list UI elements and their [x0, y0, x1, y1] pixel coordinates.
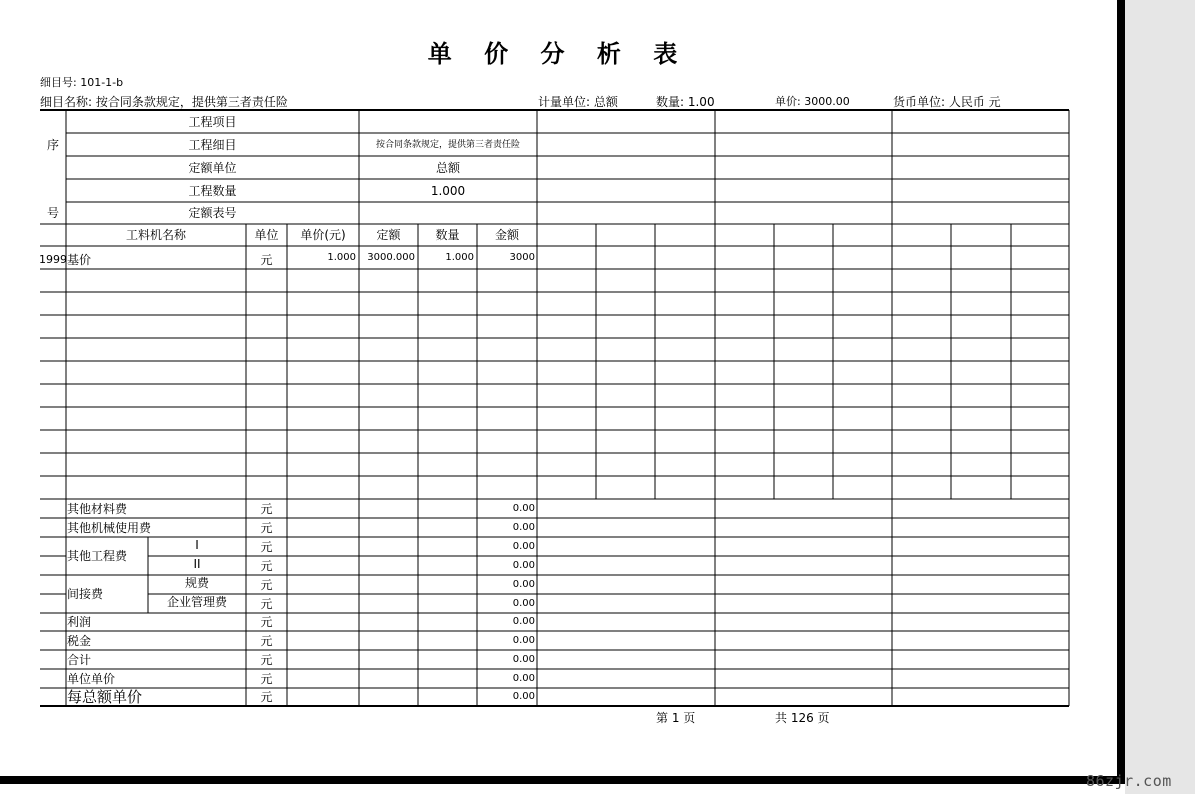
- currency-unit: 货币单位: 人民币 元: [893, 95, 1001, 109]
- watermark: 86zjr.com: [1086, 772, 1172, 790]
- page-title: 单 价 分 析 表: [427, 39, 690, 68]
- fee-unit: 元: [260, 577, 273, 592]
- page-shadow-right: [1117, 0, 1125, 782]
- top-block-value: 按合同条款规定，提供第三者责任险: [375, 139, 520, 150]
- fee-amount: 0.00: [512, 521, 535, 533]
- fee-unit: 元: [260, 596, 273, 611]
- seq-label-top: 序: [46, 137, 59, 152]
- fee-amount: 0.00: [512, 672, 535, 684]
- fee-name: 其他机械使用费: [67, 520, 152, 535]
- fee-amount: 0.00: [512, 578, 535, 590]
- column-header: 单价(元): [300, 228, 346, 242]
- column-header: 金额: [494, 228, 519, 242]
- fee-unit: 元: [260, 539, 273, 554]
- page-total: 共 126 页: [775, 711, 830, 725]
- fee-amount: 0.00: [512, 502, 535, 514]
- fee-sub-name: 企业管理费: [166, 594, 227, 609]
- column-header: 数量: [435, 228, 460, 242]
- fee-amount: 0.00: [512, 634, 535, 646]
- top-block-value: 总额: [435, 160, 460, 175]
- fee-unit: 元: [260, 615, 273, 629]
- fee-sub-name: I: [195, 537, 199, 552]
- column-header: 定额: [376, 228, 401, 242]
- fee-unit: 元: [260, 501, 273, 516]
- fee-amount: 0.00: [512, 653, 535, 665]
- fee-name: 税金: [67, 633, 92, 648]
- row-unit-price: 1.000: [327, 252, 356, 263]
- fee-unit: 元: [260, 633, 273, 648]
- row-amount: 3000: [509, 252, 535, 263]
- top-block-label: 工程数量: [188, 183, 237, 198]
- fee-name: 合计: [67, 652, 92, 667]
- fee-amount: 0.00: [512, 559, 535, 571]
- top-block-value: 1.000: [430, 183, 466, 198]
- fee-amount: 0.00: [512, 616, 535, 627]
- fee-amount: 0.00: [512, 691, 535, 702]
- column-header: 工料机名称: [125, 228, 186, 242]
- item-name: 细目名称: 按合同条款规定，提供第三者责任险: [40, 95, 288, 109]
- top-block-label: 工程项目: [188, 114, 237, 129]
- top-block-label: 定额表号: [188, 206, 237, 220]
- fee-unit: 元: [260, 520, 273, 535]
- row-unit: 元: [260, 253, 273, 267]
- item-number: 细目号: 101-1-b: [40, 76, 124, 89]
- column-header: 单位: [254, 228, 279, 242]
- fee-unit: 元: [260, 671, 273, 686]
- header-quantity: 数量: 1.00: [656, 95, 715, 109]
- fee-name: 每总额单价: [67, 688, 143, 706]
- fee-sub-name: II: [193, 556, 201, 571]
- row-name: 基价: [67, 253, 92, 267]
- header-unit-price: 单价: 3000.00: [775, 95, 850, 108]
- fee-unit: 元: [260, 690, 273, 704]
- top-block-label: 定额单位: [188, 160, 237, 175]
- page-number: 第 1 页: [656, 711, 696, 725]
- row-quota: 3000.000: [367, 252, 415, 263]
- page-shadow-bottom: [0, 776, 1125, 784]
- row-seq: 1999: [39, 253, 67, 266]
- fee-name: 其他工程费: [67, 549, 128, 563]
- fee-unit: 元: [260, 652, 273, 667]
- fee-name: 间接费: [67, 587, 104, 601]
- fee-amount: 0.00: [512, 597, 535, 609]
- top-block-label: 工程细目: [188, 137, 237, 152]
- fee-name: 利润: [67, 615, 92, 629]
- viewer-background: [1125, 0, 1195, 794]
- fee-unit: 元: [260, 558, 273, 573]
- measure-unit: 计量单位: 总额: [538, 95, 618, 109]
- fee-amount: 0.00: [512, 540, 535, 552]
- fee-name: 其他材料费: [67, 501, 128, 516]
- fee-name: 单位单价: [67, 671, 116, 686]
- seq-label-bottom: 号: [46, 206, 59, 220]
- fee-sub-name: 规费: [184, 575, 209, 590]
- row-quantity: 1.000: [445, 252, 474, 263]
